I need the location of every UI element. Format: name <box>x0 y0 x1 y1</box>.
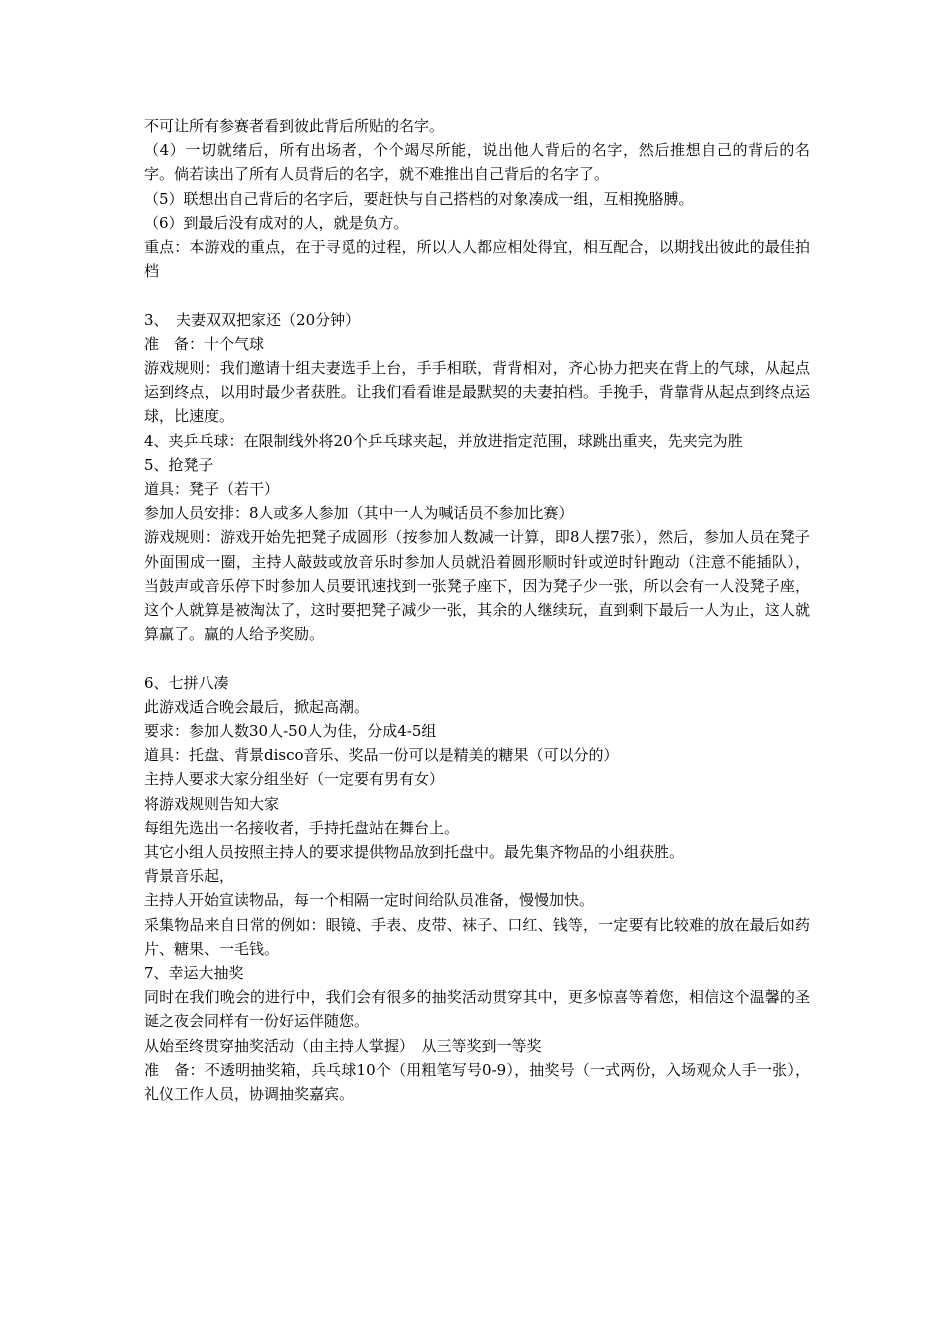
blank-line <box>144 646 810 670</box>
section-heading: 6、七拼八凑 <box>144 673 229 692</box>
text-line: 参加人员安排：8人或多人参加（其中一人为喊话员不参加比赛） <box>144 504 574 523</box>
section-heading: 3、 夫妻双双把家还（20分钟） <box>144 310 361 329</box>
text-line: 主持人要求大家分组坐好（一定要有男有女） <box>144 770 445 789</box>
text-line: 不可让所有参赛者看到彼此背后所贴的名字。 <box>144 117 445 135</box>
document-page <box>144 114 810 1106</box>
text-line: 游戏规则：我们邀请十组夫妻选手上台，手手相联，背背相对，齐心协力把夹在背上的气球，从起点运到终点，以用时最少者获胜。让我们看看谁是最默契的夫妻拍档。手挽手，背靠背从起点到终点运球，比速度。 <box>144 359 810 426</box>
text-line: 要求：参加人数30人-50人为佳，分成4-5组 <box>144 722 437 741</box>
text-line: 从始至终贯穿抽奖活动（由主持人掌握） 从三等奖到一等奖 <box>144 1036 542 1055</box>
text-line: 准 备：十个气球 <box>144 334 265 353</box>
text-line: （6）到最后没有成对的人，就是负方。 <box>144 213 409 232</box>
text-line: 游戏规则：游戏开始先把凳子成圆形（按参加人数减一计算，即8人摆7张），然后，参加人员在凳子外面围成一圈，主持人敲鼓或放音乐时参加人员就沿着圆形顺时针或逆时针跑动（注意不能插队），当鼓声或音乐停下时参加人员要讯速找到一张凳子座下，因为凳子少一张，所以会有一人没凳子座，这个人就算是被淘汰了，这时要把凳子减少一张，其余的人继续玩，直到剩下最后一人为止，这人就算赢了。赢的人给予奖励。 <box>144 528 810 644</box>
text-line: 主持人开始宣读物品，每一个相隔一定时间给队员准备，慢慢加快。 <box>144 891 595 910</box>
text-line: 准 备：不透明抽奖箱，兵乓球10个（用粗笔写号0-9），抽奖号（一式两份，入场观众人手一张），礼仪工作人员，协调抽奖嘉宾。 <box>144 1060 810 1104</box>
text-line: 重点：本游戏的重点，在于寻觅的过程，所以人人都应相处得宜，相互配合，以期找出彼此的最佳拍档 <box>144 238 810 281</box>
text-line: （5）联想出自己背后的名字后，要赶快与自己搭档的对象凑成一组，互相挽胳膊。 <box>144 189 694 208</box>
text-line: 每组先选出一名接收者，手持托盘站在舞台上。 <box>144 818 460 837</box>
text-line: 道具：凳子（若干） <box>144 480 280 499</box>
text-line: 其它小组人员按照主持人的要求提供物品放到托盘中。最先集齐物品的小组获胜。 <box>144 843 685 862</box>
text-line: 背景音乐起， <box>144 867 235 886</box>
blank-line <box>144 283 810 307</box>
text-line: 采集物品来自日常的例如：眼镜、手表、皮带、袜子、口红、钱等，一定要有比较难的放在最后如药片、糖果、一毛钱。 <box>144 915 810 958</box>
section-heading: 7、幸运大抽奖 <box>144 964 244 983</box>
section-heading: 4、夹乒乓球：在限制线外将20个乒乓球夹起，并放进指定范围，球跳出重夹，先夹完为胜 <box>144 431 743 450</box>
text-line: 此游戏适合晚会最后，掀起高潮。 <box>144 697 370 716</box>
text-line: 将游戏规则告知大家 <box>144 794 280 813</box>
text-line: 同时在我们晚会的进行中，我们会有很多的抽奖活动贯穿其中，更多惊喜等着您，相信这个温馨的圣诞之夜会同样有一份好运伴随您。 <box>144 988 810 1031</box>
text-line: （4）一切就绪后，所有出场者，个个竭尽所能，说出他人背后的名字，然后推想自己的背后的名字。倘若读出了所有人员背后的名字，就不难推出自己背后的名字了。 <box>144 141 810 184</box>
section-heading: 5、抢凳子 <box>144 455 214 474</box>
text-line: 道具：托盘、背景disco音乐、奖品一份可以是精美的糖果（可以分的） <box>144 746 619 765</box>
